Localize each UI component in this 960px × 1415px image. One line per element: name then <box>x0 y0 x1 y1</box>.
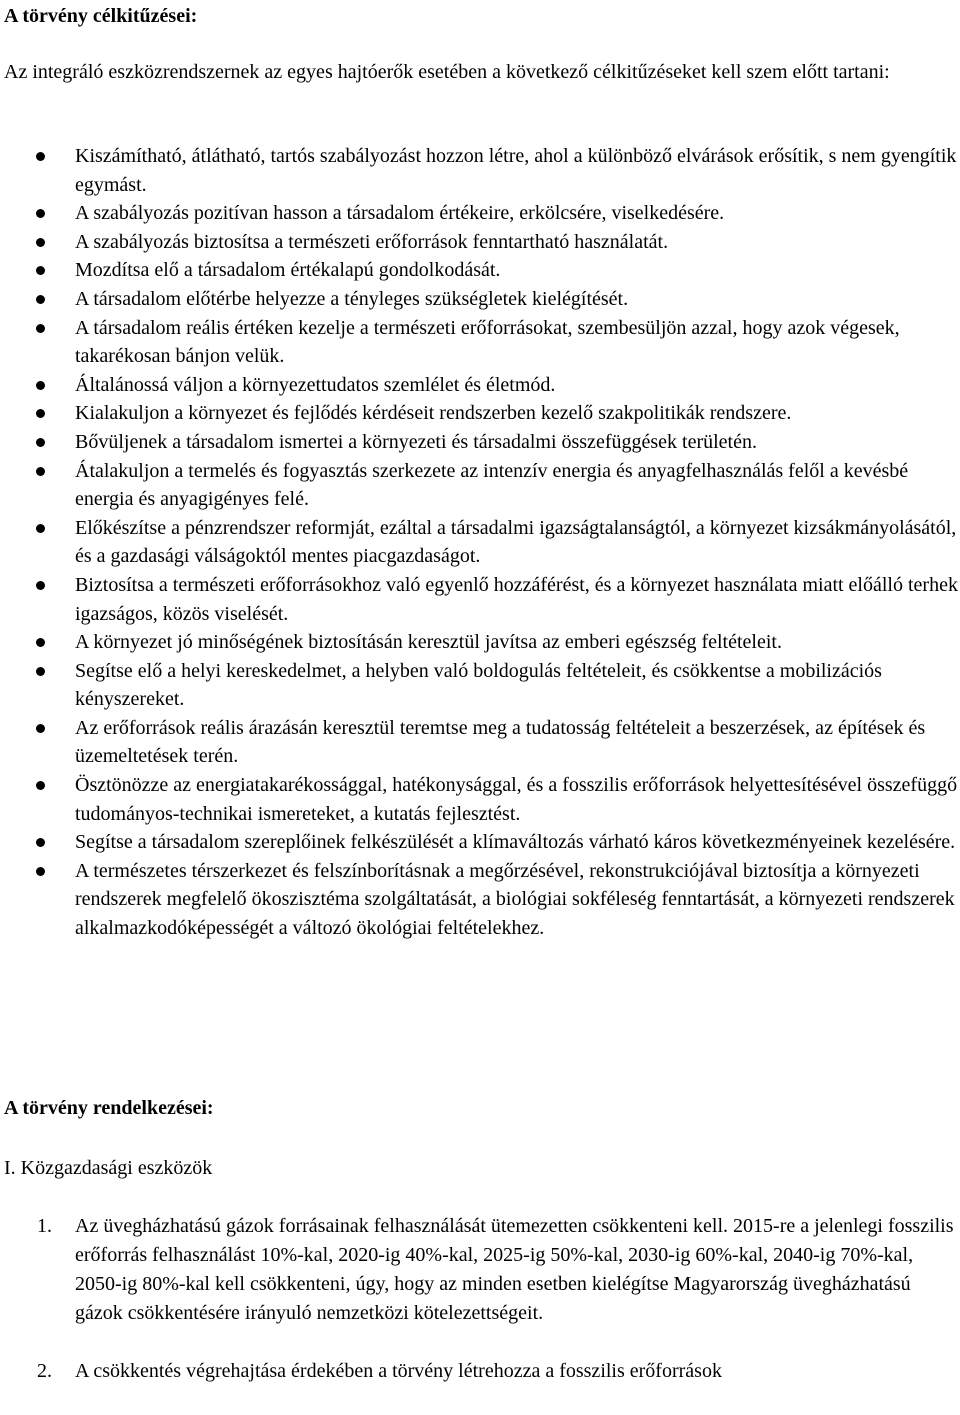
list-item: Mozdítsa elő a társadalom értékalapú gondolkodását. <box>0 256 960 285</box>
bullet-icon <box>36 152 45 161</box>
bullet-icon <box>36 238 45 247</box>
list-item: A környezet jó minőségének biztosításán keresztül javítsa az emberi egészség feltételeit. <box>0 628 960 657</box>
bullet-icon <box>36 581 45 590</box>
list-item: Ösztönözze az energiatakarékossággal, hatékonysággal, és a fosszilis erőforrások helyettesítésével összefüggő tudományos-technikai ismereteket, a kutatás fejlesztést. <box>0 771 960 828</box>
bullet-icon <box>36 438 45 447</box>
bullet-icon <box>36 724 45 733</box>
item-text: Az üvegházhatású gázok forrásainak felhasználását ütemezetten csökkenteni kell. 2015-re a jelenlegi fosszilis erőforrás felhasználást 10%-kal, 2020-ig 40%-kal, 2025-ig 50%-kal, 2030-ig 60%-kal, 2040-ig 70%-kal, 2050-ig 80%-kal kell csökkenteni, úgy, hogy az minden esetben kielégítse Magyarország üvegházhatású gázok csökkentésére irányuló nemzetközi kötelezettségeit. <box>75 1215 954 1324</box>
list-item <box>0 1357 960 1386</box>
list-item: Kiszámítható, átlátható, tartós szabályozást hozzon létre, ahol a különböző elvárások erősítik, s nem gyengítik egymást. <box>0 142 960 199</box>
list-item <box>0 1212 960 1328</box>
objectives-list <box>0 142 960 943</box>
bullet-icon <box>36 667 45 676</box>
section-heading-provisions: A törvény rendelkezései: <box>4 1097 214 1119</box>
list-item: A szabályozás biztosítsa a természeti erőforrások fenntartható használatát. <box>0 228 960 257</box>
item-text: A csökkentés végrehajtása érdekében a törvény létrehozza a fosszilis erőforrások <box>75 1360 722 1382</box>
list-item: Átalakuljon a termelés és fogyasztás szerkezete az intenzív energia és anyagfelhasználás felől a kevésbé energia és anyagigényes felé. <box>0 457 960 514</box>
bullet-icon <box>36 266 45 275</box>
section-heading-objectives: A törvény célkitűzései: <box>4 5 198 27</box>
bullet-icon <box>36 781 45 790</box>
provisions-list <box>0 1212 960 1386</box>
list-item: Segítse elő a helyi kereskedelmet, a helyben való boldogulás feltételeit, és csökkentse a mobilizációs kényszereket. <box>0 657 960 714</box>
item-number: 1. <box>37 1215 52 1237</box>
bullet-icon <box>36 209 45 218</box>
bullet-icon <box>36 838 45 847</box>
list-item: Biztosítsa a természeti erőforrásokhoz való egyenlő hozzáférést, és a környezet használata miatt előálló terhek igazságos, közös viselését. <box>0 571 960 628</box>
list-item: Az erőforrások reális árazásán keresztül teremtse meg a tudatosság feltételeit a beszerzések, az építések és üzemeltetések terén. <box>0 714 960 771</box>
subsection-title: I. Közgazdasági eszközök <box>4 1157 213 1179</box>
bullet-icon <box>36 467 45 476</box>
list-item: A szabályozás pozitívan hasson a társadalom értékeire, erkölcsére, viselkedésére. <box>0 199 960 228</box>
item-number: 2. <box>37 1360 52 1382</box>
bullet-icon <box>36 524 45 533</box>
bullet-icon <box>36 409 45 418</box>
list-item: A társadalom előtérbe helyezze a tényleges szükségletek kielégítését. <box>0 285 960 314</box>
list-item: Bővüljenek a társadalom ismertei a környezeti és társadalmi összefüggések területén. <box>0 428 960 457</box>
bullet-icon <box>36 638 45 647</box>
list-item: Segítse a társadalom szereplőinek felkészülését a klímaváltozás várható káros következményeinek kezelésére. <box>0 828 960 857</box>
bullet-icon <box>36 324 45 333</box>
list-item: Általánossá váljon a környezettudatos szemlélet és életmód. <box>0 371 960 400</box>
list-item: Kialakuljon a környezet és fejlődés kérdéseit rendszerben kezelő szakpolitikák rendszere. <box>0 399 960 428</box>
bullet-icon <box>36 295 45 304</box>
list-item: Előkészítse a pénzrendszer reformját, ezáltal a társadalmi igazságtalanságtól, a környezet kizsákmányolásától, és a gazdasági válságoktól mentes piacgazdaságot. <box>0 514 960 571</box>
bullet-icon <box>36 867 45 876</box>
intro-paragraph: Az integráló eszközrendszernek az egyes hajtóerők esetében a következő célkitűzéseket kell szem előtt tartani: <box>4 61 890 83</box>
bullet-icon <box>36 381 45 390</box>
list-item: A társadalom reális értéken kezelje a természeti erőforrásokat, szembesüljön azzal, hogy azok végesek, takarékosan bánjon velük. <box>0 314 960 371</box>
list-item: A természetes térszerkezet és felszínborításnak a megőrzésével, rekonstrukciójával biztosítja a környezeti rendszerek megfelelő ökoszisztéma szolgáltatását, a biológiai sokféleség fenntartását, a környezeti rendszerek alkalmazkodóképességét a változó ökológiai feltételekhez. <box>0 857 960 943</box>
